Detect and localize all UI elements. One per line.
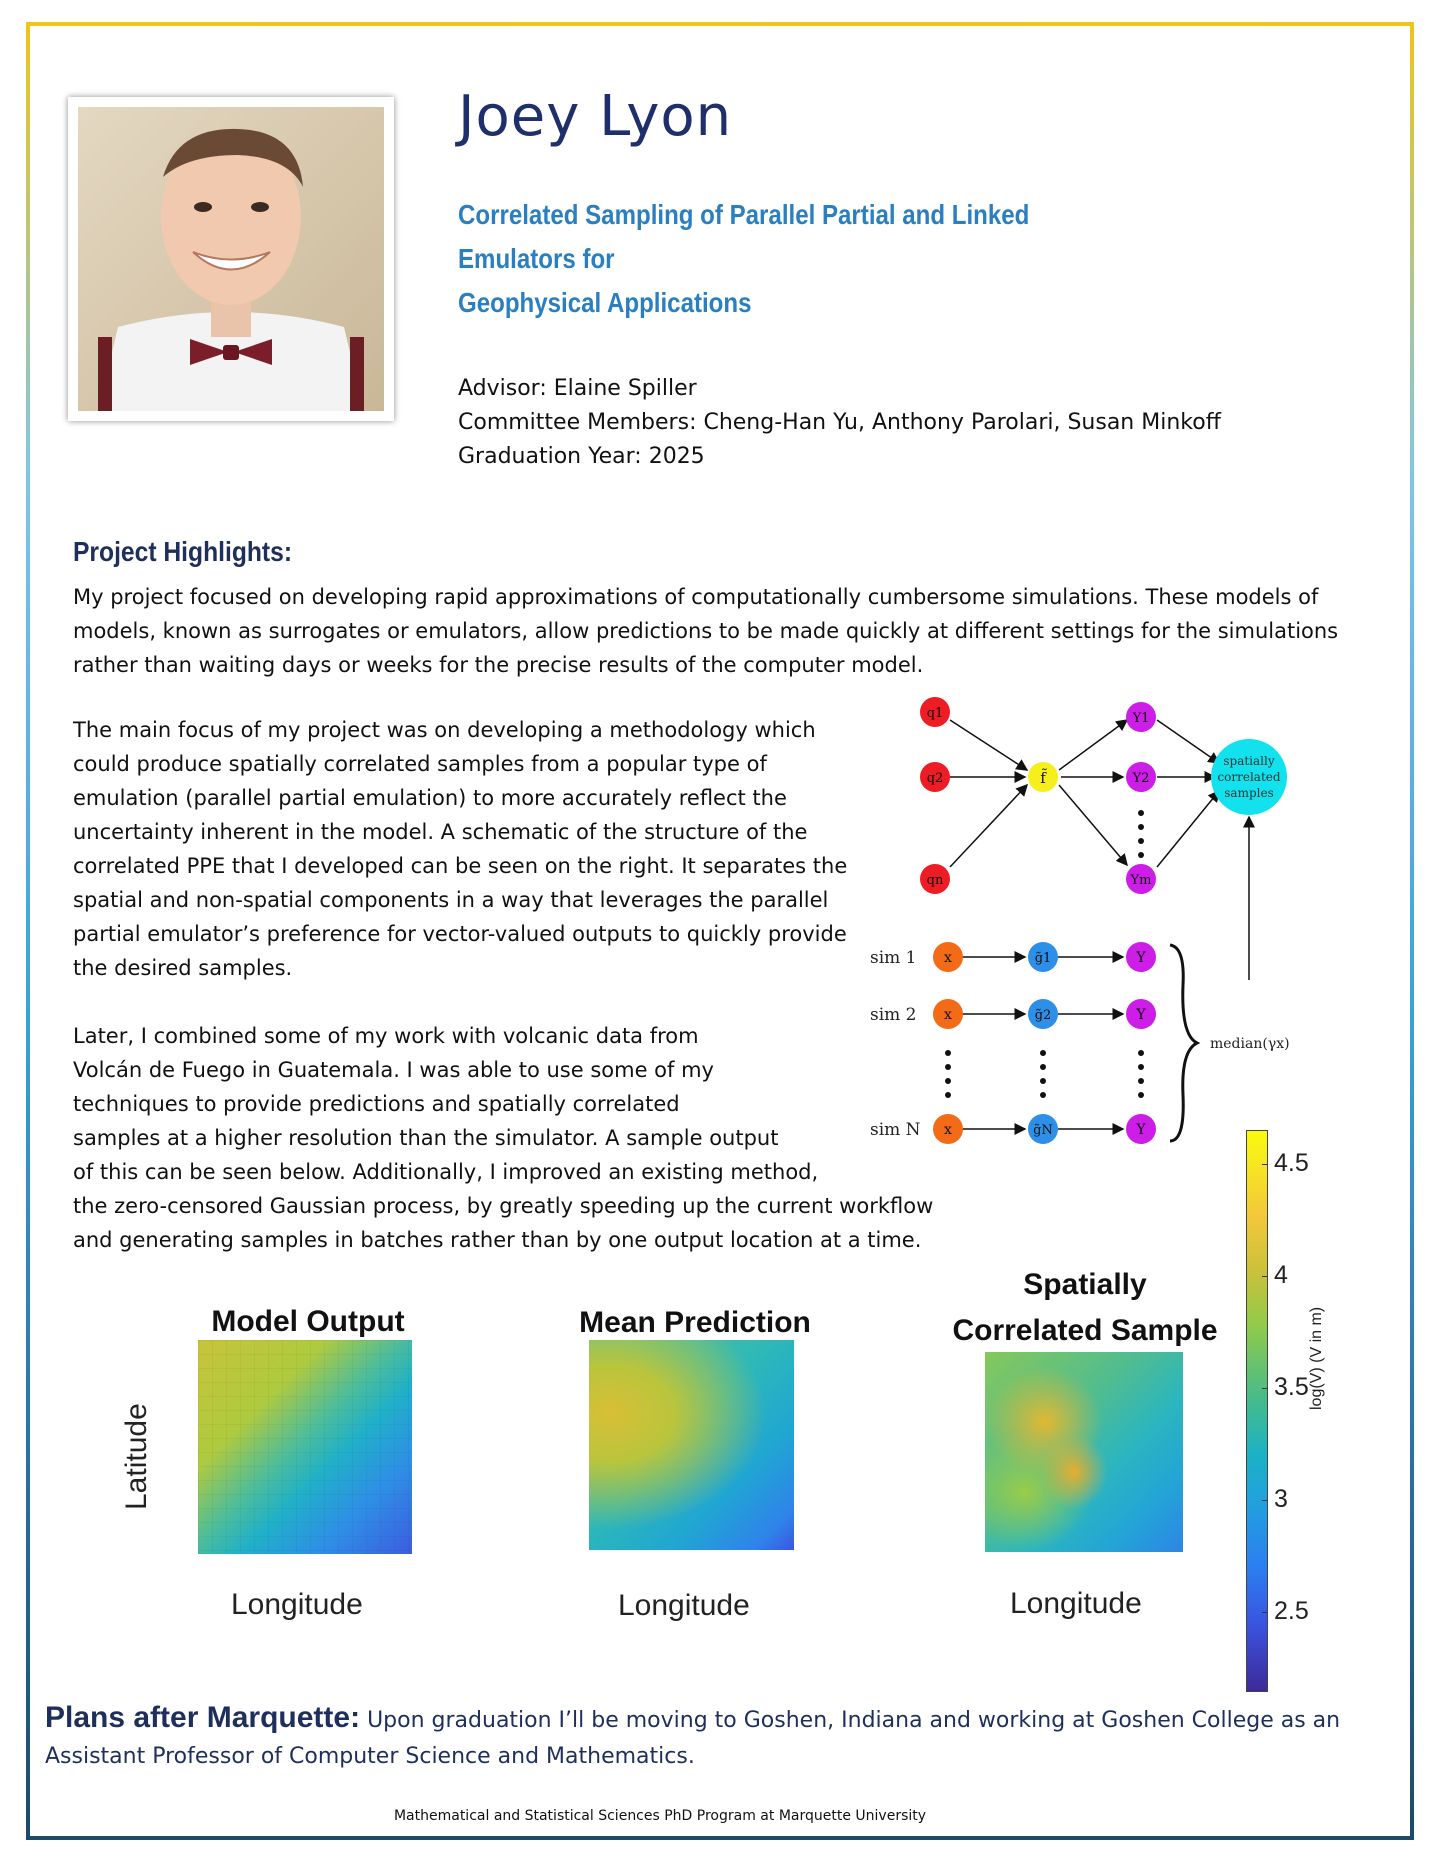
p3-line-7: and generating samples in batches rather than by one output location at a time. <box>73 1228 922 1252</box>
map-title-mean-prediction: Mean Prediction <box>579 1306 811 1339</box>
plans-text-line-1: Upon graduation I’ll be moving to Goshen, Indiana and working at Goshen College as an <box>367 1708 1341 1733</box>
ylabel-latitude: Latitude <box>120 1403 153 1510</box>
graduation-year: Graduation Year: 2025 <box>458 444 705 469</box>
target-node <box>1211 739 1287 815</box>
p3-line-3: techniques to provide predictions and spatially correlated <box>73 1092 680 1116</box>
g-node-n <box>1028 1114 1058 1144</box>
brace <box>1170 945 1197 1141</box>
x-label-2: x <box>944 1007 952 1023</box>
output-label-2: Y2 <box>1132 771 1150 786</box>
map-model-output <box>198 1340 412 1554</box>
plans-text-line-2: Assistant Professor of Computer Science and Mathematics. <box>45 1744 695 1769</box>
map-title-3-line-2: Correlated Sample <box>952 1314 1218 1347</box>
g-label-n: g̃N <box>1033 1123 1053 1138</box>
input-node-2 <box>920 762 950 792</box>
g-label-1: g̃1 <box>1034 951 1052 966</box>
input-node-n <box>920 864 950 894</box>
committee-members: Committee Members: Cheng-Han Yu, Anthony Parolari, Susan Minkoff <box>458 410 1221 435</box>
portrait-frame <box>68 97 394 421</box>
y-label-1: Y <box>1136 950 1146 966</box>
emulator-label: f̃ <box>1040 769 1046 787</box>
y-label-n: Y <box>1136 1122 1146 1138</box>
portrait-photo <box>78 107 384 411</box>
highlights-paragraph-1: My project focused on developing rapid approximations of computationally cumbersome simulations. These models of models, known as surrogates or emulators, allow predictions to be made quickly at different settings for the simulations rather than waiting days or weeks for the precise results of the computer model. <box>73 585 1339 677</box>
input-node-1 <box>920 697 950 727</box>
x-label-1: x <box>944 950 952 966</box>
p3-line-2: Volcán de Fuego in Guatemala. I was able to use some of my <box>73 1058 714 1082</box>
g-label-2: g̃2 <box>1034 1008 1052 1023</box>
colorbar-label: log(V) (V in m) <box>1308 1306 1325 1410</box>
colorbar-tick-0: 4.5 <box>1274 1148 1309 1177</box>
project-highlights-heading: Project Highlights: <box>73 536 293 567</box>
output-label-1: Y1 <box>1132 711 1150 726</box>
g-node-2 <box>1028 999 1058 1029</box>
colorbar-tick-2: 3.5 <box>1274 1372 1309 1401</box>
input-label-2: q2 <box>926 771 944 786</box>
x-node-2 <box>933 999 963 1029</box>
map-title-correlated-sample <box>920 1262 1250 1354</box>
output-node-2 <box>1126 762 1156 792</box>
plans-section <box>45 1700 1385 1775</box>
colorbar-tick-3: 3 <box>1274 1484 1288 1513</box>
correlated-ppe-schematic <box>865 695 1325 1145</box>
plans-heading: Plans after Marquette: <box>45 1701 361 1734</box>
y-label-2: Y <box>1136 1007 1146 1023</box>
xlabel-longitude-3: Longitude <box>1010 1587 1142 1620</box>
p3-line-1: Later, I combined some of my work with volcanic data from <box>73 1024 699 1048</box>
emulator-node <box>1028 762 1058 792</box>
sim-label-2: sim 2 <box>870 1005 917 1025</box>
target-label-3: samples <box>1224 786 1274 800</box>
x-node-n <box>933 1114 963 1144</box>
g-node-1 <box>1028 942 1058 972</box>
output-node-m <box>1126 864 1156 894</box>
colorbar-tick-1: 4 <box>1274 1260 1288 1289</box>
map-title-model-output: Model Output <box>211 1305 405 1338</box>
colorbar-tick-mark-0 <box>1262 1164 1267 1165</box>
dots-vertical-top <box>1138 810 1144 858</box>
sim-label-n: sim N <box>870 1120 921 1140</box>
input-label-1: q1 <box>926 706 944 721</box>
colorbar-tick-mark-4 <box>1262 1612 1267 1613</box>
portrait-illustration <box>78 107 384 411</box>
target-label-2: correlated <box>1217 770 1281 784</box>
highlights-paragraph-2: The main focus of my project was on developing a methodology which could produce spatially correlated samples from a popular type of emulation (parallel partial emulation) to more accurately reflect the uncertainty inherent in the model. A schematic of the structure of the correlated PPE that I developed can be seen on the right. It separates the spatial and non-spatial components in a way that leverages the parallel partial emulator’s preference for vector-valued outputs to quickly provide the desired samples. <box>73 718 848 980</box>
colorbar-tick-4: 2.5 <box>1274 1596 1309 1625</box>
dissertation-title <box>458 193 1129 325</box>
student-meta <box>458 372 1221 474</box>
footer: Mathematical and Statistical Sciences PhD Program at Marquette University <box>393 1808 927 1824</box>
title-line-1: Correlated Sampling of Parallel Partial and Linked Emulators for <box>458 199 1030 274</box>
advisor: Advisor: Elaine Spiller <box>458 376 697 401</box>
y-node-n <box>1126 1114 1156 1144</box>
p3-line-4: samples at a higher resolution than the simulator. A sample output <box>73 1126 779 1150</box>
sim-label-1: sim 1 <box>870 948 917 968</box>
output-node-1 <box>1126 702 1156 732</box>
y-node-2 <box>1126 999 1156 1029</box>
colorbar-tick-mark-2 <box>1262 1388 1267 1389</box>
student-name: Joey Lyon <box>458 84 733 149</box>
y-node-1 <box>1126 942 1156 972</box>
title-line-2: Geophysical Applications <box>458 287 752 318</box>
xlabel-longitude-2: Longitude <box>618 1589 750 1622</box>
map-correlated-sample <box>985 1352 1183 1552</box>
output-label-m: Ym <box>1130 873 1152 888</box>
colorbar-tick-mark-1 <box>1262 1276 1267 1277</box>
p3-line-5: of this can be seen below. Additionally, I improved an existing method, <box>73 1160 819 1184</box>
map-mean-prediction <box>589 1340 794 1550</box>
colorbar-tick-mark-3 <box>1262 1500 1267 1501</box>
input-label-n: qn <box>926 873 944 888</box>
median-label: median(γx) <box>1210 1036 1290 1052</box>
p3-line-6: the zero-censored Gaussian process, by greatly speeding up the current workflow <box>73 1194 934 1218</box>
x-node-1 <box>933 942 963 972</box>
target-label-1: spatially <box>1223 754 1275 768</box>
map-title-3-line-1: Spatially <box>1023 1268 1147 1301</box>
dots-vertical-bottom <box>945 1050 1144 1098</box>
xlabel-longitude-1: Longitude <box>231 1588 363 1621</box>
colorbar <box>1246 1130 1268 1692</box>
x-label-n: x <box>944 1122 952 1138</box>
